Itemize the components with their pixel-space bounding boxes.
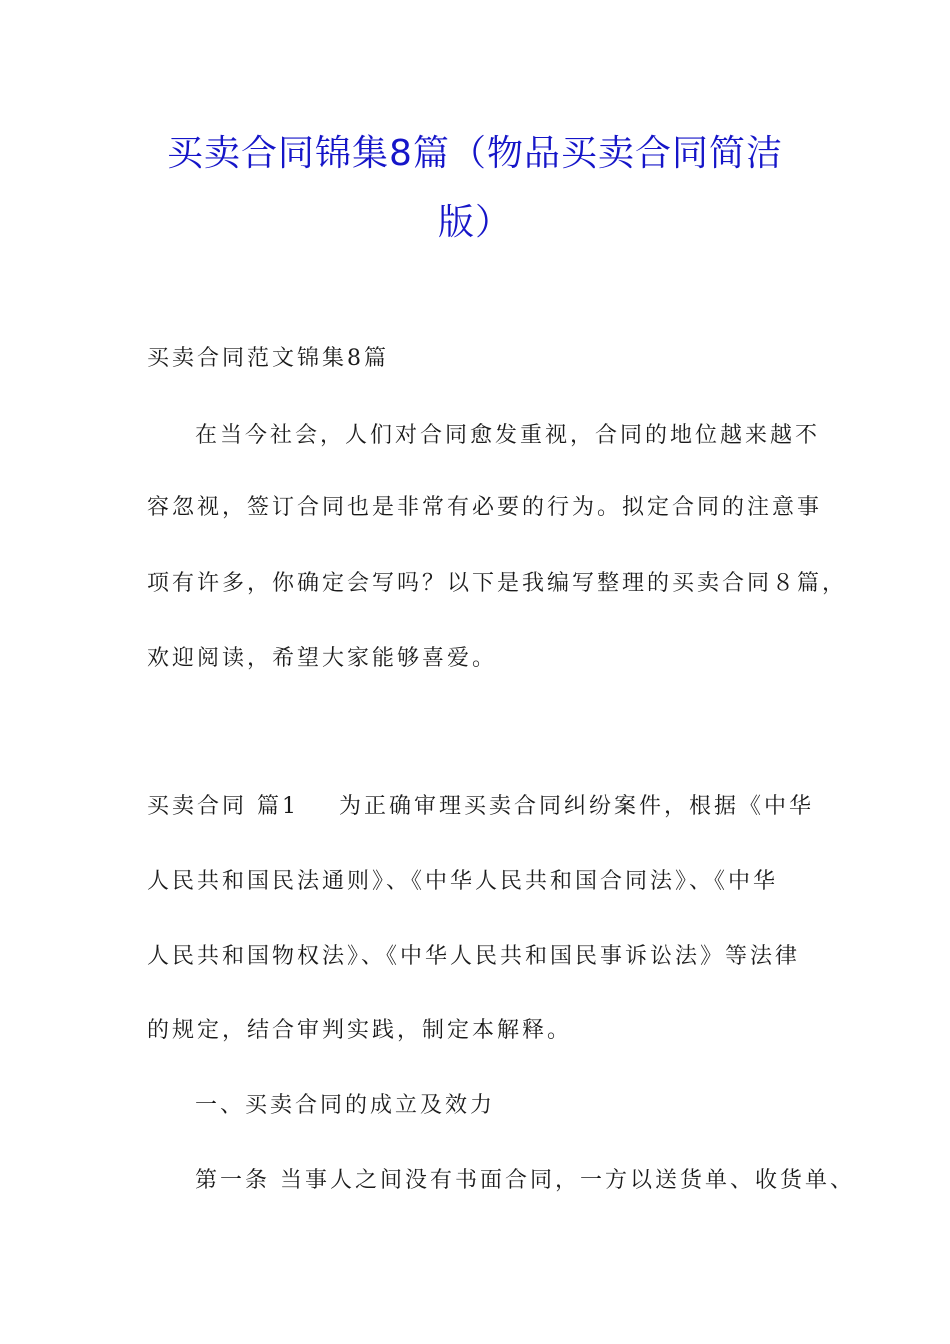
paragraph-line: 容忽视，签订合同也是非常有必要的行为。拟定合同的注意事 (147, 495, 823, 520)
paragraph-line: 人民共和国物权法》、《中华人民共和国民事诉讼法》等法律 (147, 944, 801, 969)
paragraph-line: 项有许多，你确定会写吗？以下是我编写整理的买卖合同８篇， (147, 571, 848, 596)
paragraph-line: 欢迎阅读，希望大家能够喜爱。 (147, 646, 498, 671)
subsection-heading: 一、买卖合同的成立及效力 (195, 1093, 496, 1118)
section-heading: 买卖合同范文锦集8篇 (147, 346, 389, 371)
paragraph-line: 的规定，结合审判实践，制定本解释。 (147, 1018, 573, 1043)
paragraph-line: 人民共和国民法通则》、《中华人民共和国合同法》、《中华 (147, 869, 779, 894)
paragraph-line: 买卖合同 篇1 为正确审理买卖合同纠纷案件，根据《中华 (147, 794, 814, 819)
paragraph-line: 在当今社会，人们对合同愈发重视，合同的地位越来越不 (195, 423, 821, 448)
document-title-line-1: 买卖合同锦集8篇（物品买卖合同简洁 (167, 133, 783, 174)
document-title-line-2: 版） (437, 202, 512, 243)
paragraph-line: 第一条 当事人之间没有书面合同，一方以送货单、收货单、 (195, 1168, 855, 1193)
